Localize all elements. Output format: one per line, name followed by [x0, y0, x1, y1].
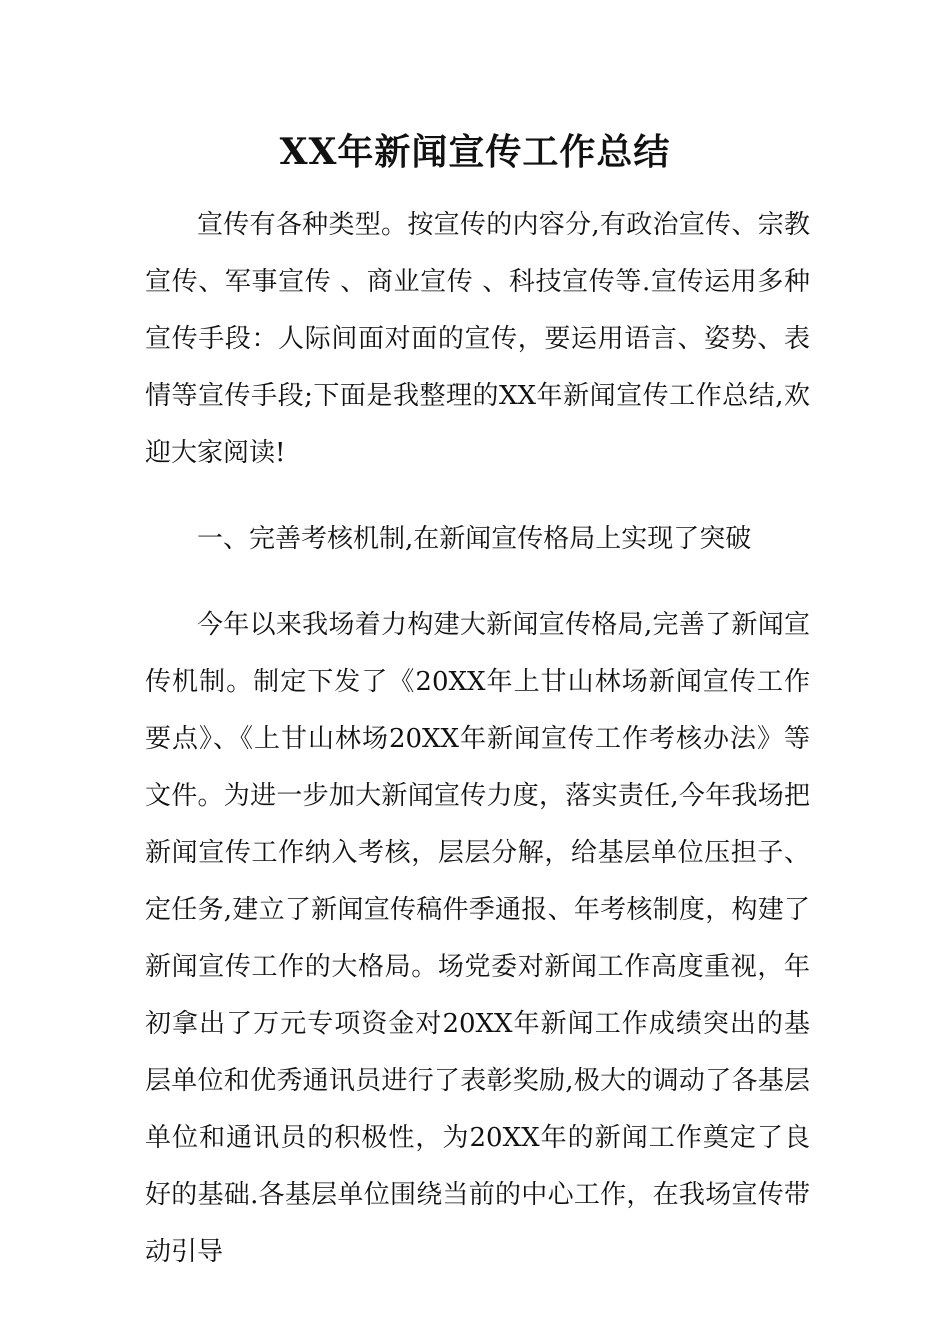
document-title: XX年新闻宣传工作总结: [279, 131, 671, 173]
intro-paragraph: 宣传有各种类型。按宣传的内容分,有政治宣传、宗教宣传、军事宣传 、商业宣传 、科技宣传等.宣传运用多种宣传手段：人际间面对面的宣传，要运用语言、姿势、表情等宣传手段;下面是我整理的XX年新闻宣传工作总结,欢迎大家阅读!: [145, 210, 810, 468]
section-heading: 一、完善考核机制,在新闻宣传格局上实现了突破: [197, 524, 752, 554]
section-paragraph: 今年以来我场着力构建大新闻宣传格局,完善了新闻宣传机制。制定下发了《20XX年上甘山林场新闻宣传工作要点》、《上甘山林场20XX年新闻宣传工作考核办法》等文件。为进一步加大新闻宣传力度，落实责任,今年我场把新闻宣传工作纳入考核，层层分解，给基层单位压担子、定任务,建立了新闻宣传稿件季通报、年考核制度，构建了新闻宣传工作的大格局。场党委对新闻工作高度重视，年初拿出了万元专项资金对20XX年新闻工作成绩突出的基层单位和优秀通讯员进行了表彰奖励,极大的调动了各基层单位和通讯员的积极性，为20XX年的新闻工作奠定了良好的基础.各基层单位围绕当前的中心工作，在我场宣传带动引导: [145, 610, 810, 1267]
